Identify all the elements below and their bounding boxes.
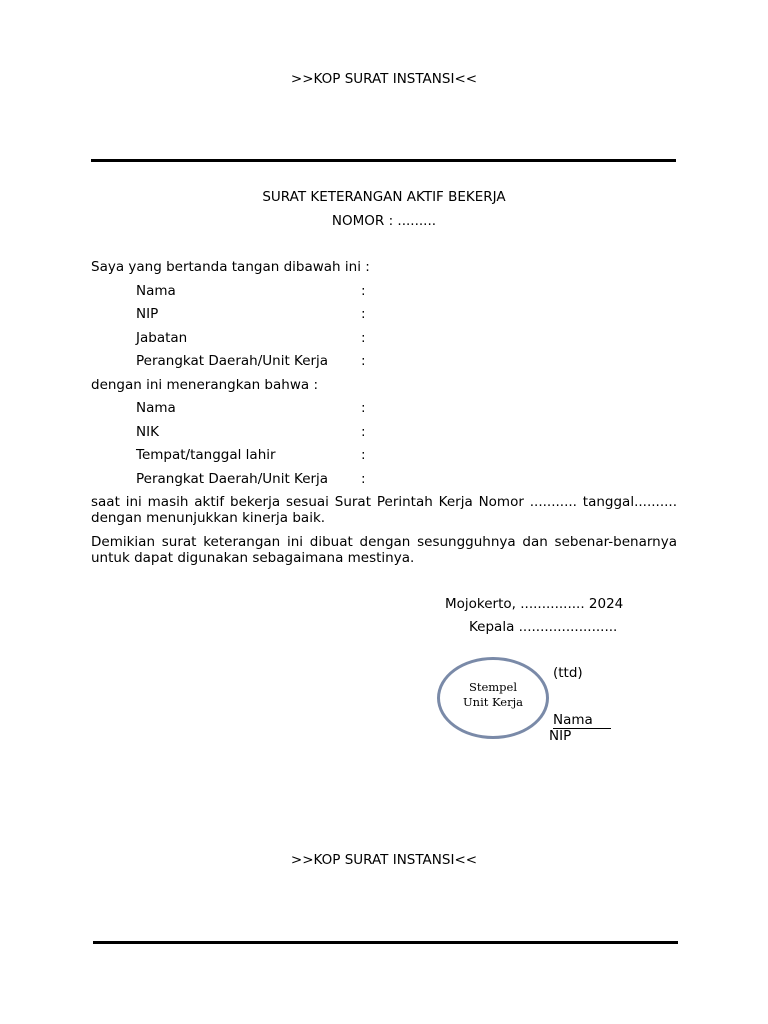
subject-name-label: Nama (136, 400, 176, 416)
letter-title: SURAT KETERANGAN AKTIF BEKERJA (262, 189, 506, 205)
body-paragraph-1: saat ini masih aktif bekerja sesuai Surat Perintah Kerja Nomor ........... tanggal.......... dengan menunjukkan kinerja baik. (91, 494, 677, 526)
letterhead-bottom: >>KOP SURAT INSTANSI<< (290, 852, 478, 868)
header-rule (91, 159, 676, 162)
letter-number: NOMOR : ......... (331, 213, 437, 229)
subject-birth-label: Tempat/tanggal lahir (136, 447, 276, 463)
signer-nip-label: NIP (136, 306, 159, 322)
subject-unit-label: Perangkat Daerah/Unit Kerja (136, 471, 329, 487)
body-paragraph-2: Demikian surat keterangan ini dibuat dengan sesungguhnya dan sebenar-benarnya untuk dapat digunakan sebagaimana mestinya. (91, 534, 677, 566)
signer-name-label: Nama (136, 283, 176, 299)
subject-nik-label: NIK (136, 424, 159, 440)
signer-unit-label: Perangkat Daerah/Unit Kerja (136, 353, 329, 369)
middle-text: dengan ini menerangkan bahwa : (91, 377, 318, 393)
signer-name-colon: : (361, 283, 366, 299)
signer-name: Nama (553, 712, 611, 729)
subject-birth-colon: : (361, 447, 366, 463)
subject-nik-colon: : (361, 424, 366, 440)
stamp-label-line2: Unit Kerja (462, 695, 524, 709)
footer-rule (93, 941, 678, 944)
signer-unit-colon: : (361, 353, 366, 369)
signer-nip-colon: : (361, 306, 366, 322)
signature-placeholder: (ttd) (553, 665, 583, 681)
signer-title: Kepala ....................... (469, 619, 618, 635)
stamp-circle (437, 657, 549, 739)
intro-text: Saya yang bertanda tangan dibawah ini : (91, 259, 370, 275)
stamp-label-line1: Stempel (468, 680, 518, 694)
subject-unit-colon: : (361, 471, 366, 487)
letterhead-top: >>KOP SURAT INSTANSI<< (290, 71, 478, 87)
signer-position-label: Jabatan (136, 330, 188, 346)
subject-name-colon: : (361, 400, 366, 416)
place-date: Mojokerto, ............... 2024 (445, 596, 624, 612)
signer-position-colon: : (361, 330, 366, 346)
signer-nip: NIP (549, 728, 572, 744)
